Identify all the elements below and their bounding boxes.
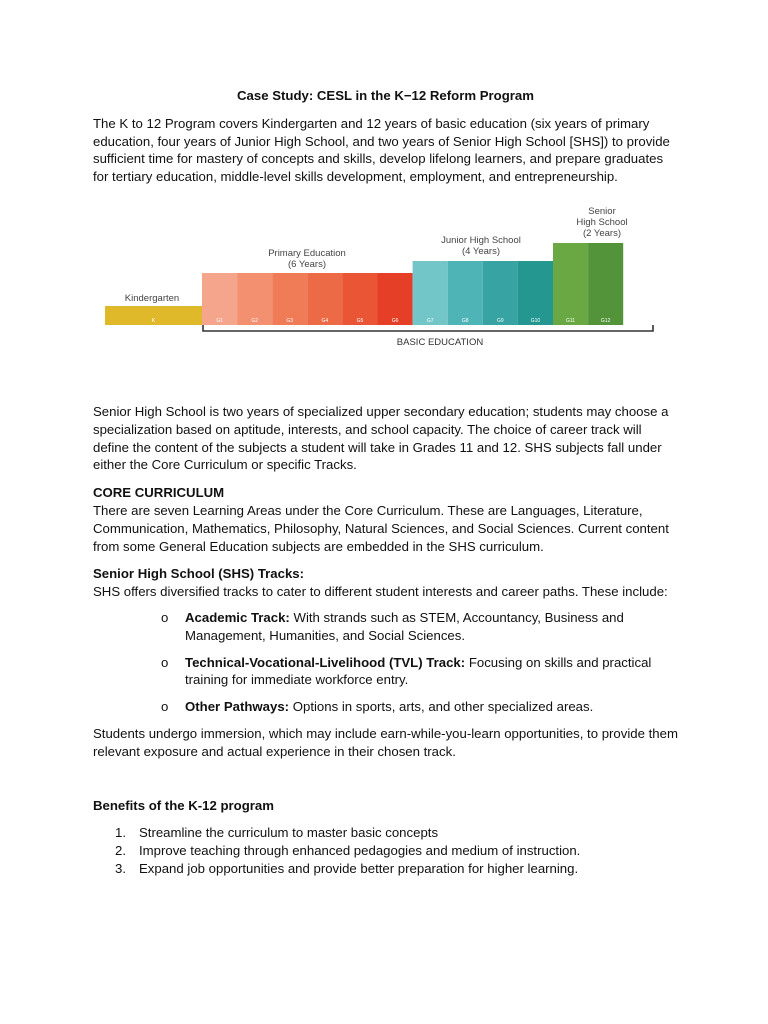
benefit-text: Expand job opportunities and provide better preparation for higher learning. — [139, 860, 579, 876]
list-item — [93, 860, 678, 878]
benefit-text: Improve teaching through enhanced pedagogies and medium of instruction. — [139, 843, 581, 859]
grade-label-g9: G9 — [497, 318, 504, 324]
grade-block-g12 — [588, 243, 623, 325]
document-page — [93, 87, 678, 876]
grade-label-g10: G10 — [530, 318, 541, 324]
immersion-paragraph: Students undergo immersion, which may include earn-while-you-learn opportunities, to provide them relevant exposure and actual experience in their chosen track. — [93, 725, 678, 759]
list-item — [93, 842, 678, 860]
grade-label-g4: G4 — [321, 318, 329, 324]
primary-label-line2: (6 Years) — [287, 259, 327, 270]
track-text: Focusing on skills and practical training for immediate workforce entry. — [185, 654, 652, 688]
track-label: Other Pathways: — [185, 699, 290, 715]
grade-label-g6: G6 — [391, 318, 399, 324]
grade-label-g8: G8 — [461, 318, 469, 324]
list-number: 3. — [115, 860, 126, 876]
intro-paragraph: The K to 12 Program covers Kindergarten and 12 years of basic education (six years of primary education, four years of Junior High School, and two years of Senior High School [SHS]) to provide sufficient time for mastery of concepts and skills, develop lifelong learners, and prepare graduates for tertiary education, middle-level skills development, employment, and entrepreneurship. — [93, 115, 670, 185]
bullet-marker: o — [161, 654, 169, 670]
shs-tracks-intro: SHS offers diversified tracks to cater to different student interests and career paths. These include: — [93, 584, 668, 600]
grade-label-g7: G7 — [426, 318, 434, 324]
list-number: 2. — [115, 843, 126, 859]
grade-label-g1: G1 — [216, 318, 223, 324]
grade-block-g11 — [553, 243, 588, 325]
shs-tracks-heading: Senior High School (SHS) Tracks: — [93, 566, 305, 582]
grade-label-k: K — [151, 318, 156, 324]
kindergarten-label: Kindergarten — [124, 293, 180, 304]
core-curriculum-heading: CORE CURRICULUM — [93, 485, 225, 501]
list-item — [93, 654, 678, 690]
primary-label-line1: Primary Education — [268, 248, 346, 259]
grade-block-g7 — [413, 261, 448, 325]
shs-label-line3: (2 Years) — [582, 228, 622, 239]
list-number: 1. — [115, 825, 126, 841]
track-text: With strands such as STEM, Accountancy, Business and Management, Humanities, and Social Sciences. — [185, 609, 624, 643]
track-label: Academic Track: — [185, 609, 290, 625]
grade-label-g5: G5 — [356, 318, 364, 324]
core-curriculum-text: There are seven Learning Areas under the Core Curriculum. These are Languages, Literature, Communication, Mathematics, Philosophy, Natural Sciences, and Social Sciences. Current content from some General Education subjects are embedded in the SHS curriculum. — [93, 502, 669, 554]
shs-label-line1: Senior — [588, 206, 616, 217]
tracks-list — [93, 609, 678, 716]
track-label: Technical-Vocational-Livelihood (TVL) Track: — [185, 654, 466, 670]
grade-label-g11: G11 — [566, 318, 576, 324]
jhs-label-line2: (4 Years) — [461, 246, 501, 257]
shs-label-line2: High School — [576, 217, 628, 228]
basic-education-label: BASIC EDUCATION — [396, 337, 484, 348]
list-item — [93, 698, 678, 716]
list-item — [93, 824, 678, 842]
grade-block-g9 — [483, 261, 518, 325]
benefit-text: Streamline the curriculum to master basic concepts — [139, 825, 439, 841]
list-item — [93, 609, 678, 645]
bullet-marker: o — [161, 699, 169, 715]
grade-block-g10 — [518, 261, 553, 325]
k12-structure-diagram — [93, 198, 678, 368]
grade-label-g2: G2 — [251, 318, 258, 324]
grade-label-g12: G12 — [600, 318, 611, 324]
benefits-list — [93, 824, 678, 877]
grade-label-g3: G3 — [286, 318, 294, 324]
jhs-label-line1: Junior High School — [441, 235, 521, 246]
grade-block-g8 — [448, 261, 483, 325]
shs-paragraph: Senior High School is two years of specialized upper secondary education; students may choose a specialization based on aptitude, interests, and school capacity. The choice of career track will define the content of the subjects a student will take in Grades 11 and 12. SHS subjects fall under either the Core Curriculum or specific Tracks. — [93, 404, 669, 473]
k12-structure-figure — [93, 198, 678, 368]
benefits-heading: Benefits of the K-12 program — [93, 797, 274, 813]
bullet-marker: o — [161, 609, 169, 625]
document-title: Case Study: CESL in the K−12 Reform Program — [237, 88, 534, 103]
track-text: Options in sports, arts, and other specialized areas. — [289, 699, 594, 715]
